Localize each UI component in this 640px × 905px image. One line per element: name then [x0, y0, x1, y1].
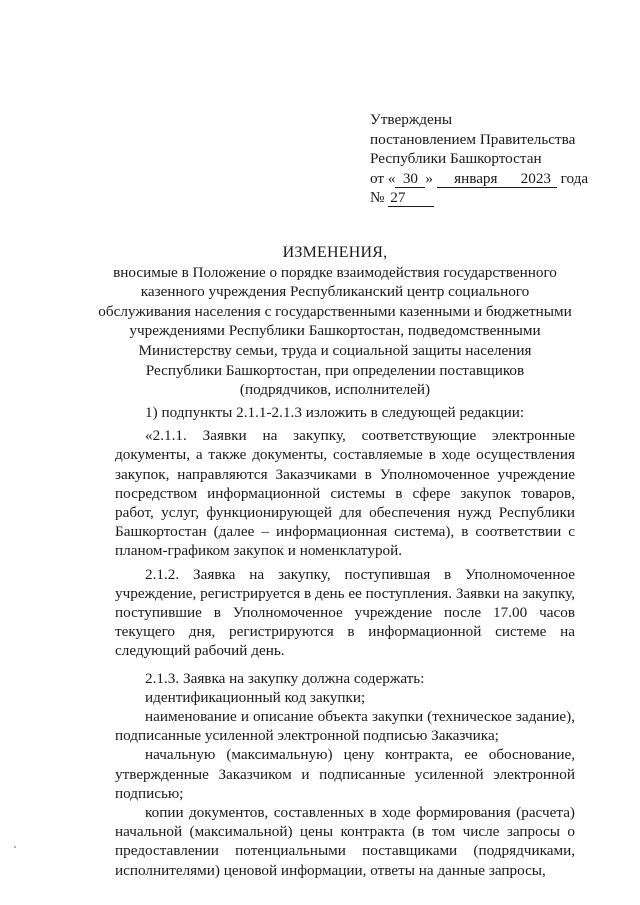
title-line: обслуживания населения с государственными казенными и бюджетными [98, 302, 572, 320]
title-line: Министерству семьи, труда и социальной защиты населения [138, 341, 532, 359]
list-item-document-copies: копии документов, составленных в ходе формирования (расчета) начальной (максимальной) цены контракта (в том числе запросы о предоставлении потенциальными поставщиками (подрядчиками, исполнителями) ценовой информации, ответы на данные запросы, [115, 804, 575, 879]
date-month: января [437, 171, 515, 188]
list-item-purchase-code: идентификационный код закупки; [145, 688, 366, 706]
title-line: (подрядчиков, исполнителей) [239, 381, 431, 399]
approval-line-2: постановлением Правительства [370, 130, 576, 148]
approval-date [370, 169, 588, 189]
scan-speck [14, 846, 16, 848]
date-prefix: от « [370, 169, 396, 187]
approval-line-1: Утверждены [370, 111, 453, 128]
paragraph-2-1-1: «2.1.1. Заявки на закупку, соответствующие электронные документы, а также документы, составляемые в ходе осуществления закупок, направляются Заказчиками в Уполномоченное учреждение посредством информационной системы в сфере закупок товаров, работ, услуг, функционирующей для обеспечения нужд Республики Башкортостан (далее – информационная система), в соответствии с планом-графиком закупок и номенклатурой. [115, 427, 575, 560]
document-body [115, 403, 575, 880]
title-line: вносимые в Положение о порядке взаимодействия государственного [113, 263, 557, 281]
date-suffix: года [560, 169, 589, 187]
list-item-initial-price: начальную (максимальную) цену контракта, ее обоснование, утвержденные Заказчиком и подписанные усиленной электронной подписью; [115, 746, 575, 802]
date-mid: » [425, 169, 434, 187]
number-prefix: № [370, 189, 385, 206]
paragraph-2-1-3: 2.1.3. Заявка на закупку должна содержать: [145, 669, 425, 687]
list-item-object-description: наименование и описание объекта закупки (техническое задание), подписанные усиленной электронной подписью Заказчика; [115, 708, 575, 745]
number-value: 27 [388, 190, 434, 207]
title-line: казенного учреждения Республиканский центр социального [140, 283, 530, 301]
title-line: Республики Башкортостан, при определении поставщиков [145, 361, 525, 379]
title-heading: ИЗМЕНЕНИЯ, [282, 244, 388, 261]
date-day: 30 [395, 171, 425, 188]
approval-stamp [370, 110, 588, 208]
date-year: 2023 [515, 171, 557, 188]
title-line: учреждениями Республики Башкортостан, подведомственными [129, 322, 541, 340]
document-title [90, 243, 580, 400]
approval-number [370, 188, 588, 208]
approval-line-3: Республики Башкортостан [370, 150, 542, 167]
paragraph-amendment-intro: 1) подпункты 2.1.1-2.1.3 изложить в следующей редакции: [145, 404, 525, 421]
paragraph-2-1-2: 2.1.2. Заявка на закупку, поступившая в Уполномоченное учреждение, регистрируется в день ее поступления. Заявки на закупку, поступившие в Уполномоченное учреждение после 17.00 часов текущего дня, регистрируются в информационной системе на следующий рабочий день. [115, 565, 575, 660]
